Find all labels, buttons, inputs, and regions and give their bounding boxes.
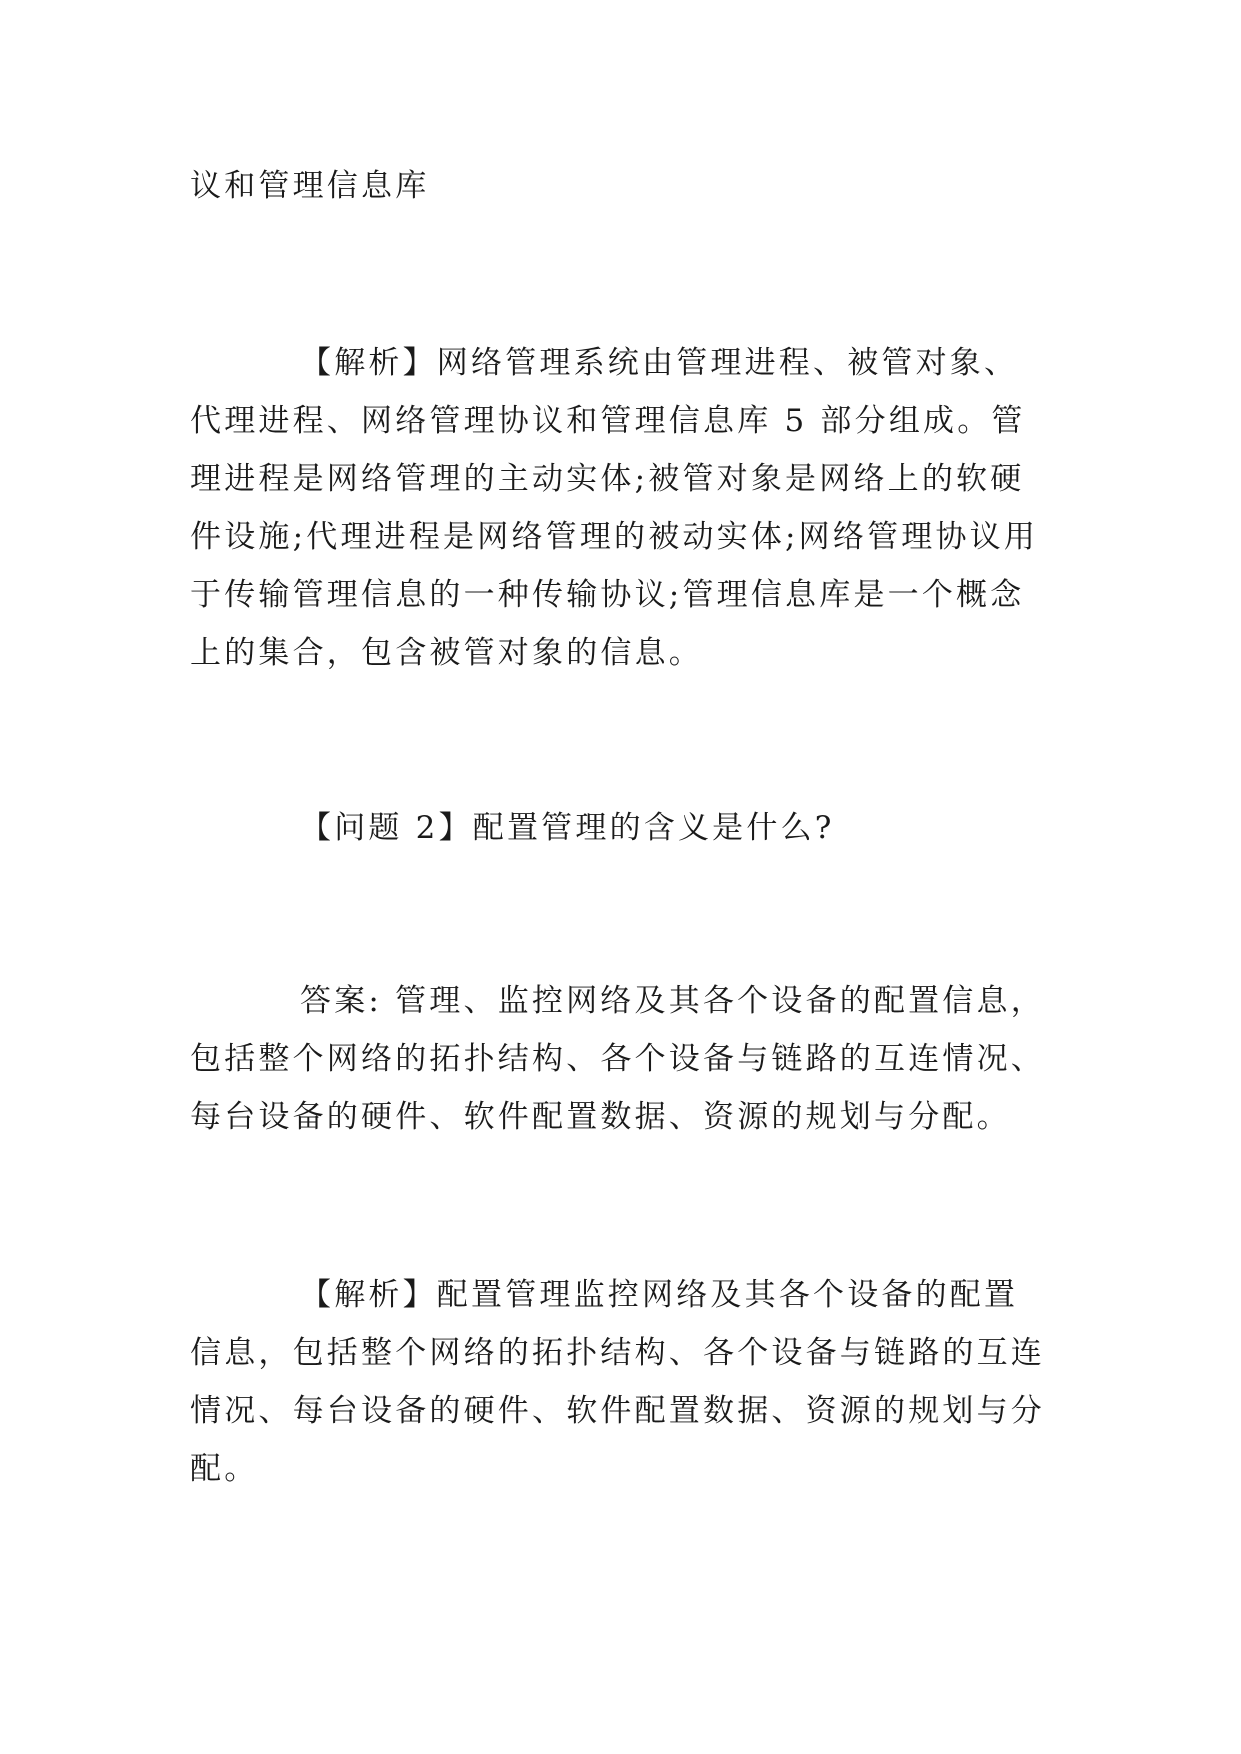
question-2-heading: 【问题 2】配置管理的含义是什么? (300, 810, 835, 846)
continuation-text: 议和管理信息库 (190, 168, 430, 204)
analysis-paragraph-1: 【解析】网络管理系统由管理进程、被管对象、代理进程、网络管理协议和管理信息库 5 部分组成。管理进程是网络管理的主动实体;被管对象是网络上的软硬件设施;代理进程是网络管理的被动实体;网络管理协议用于传输管理信息的一种传输协议;管理信息库是一个概念上的集合，包含被管对象的信息。 (190, 345, 1039, 671)
answer-paragraph: 答案: 管理、监控网络及其各个设备的配置信息，包括整个网络的拓扑结构、各个设备与链路的互连情况、每台设备的硬件、软件配置数据、资源的规划与分配。 (190, 983, 1045, 1135)
analysis-paragraph-2: 【解析】配置管理监控网络及其各个设备的配置信息，包括整个网络的拓扑结构、各个设备与链路的互连情况、每台设备的硬件、软件配置数据、资源的规划与分配。 (190, 1277, 1045, 1487)
